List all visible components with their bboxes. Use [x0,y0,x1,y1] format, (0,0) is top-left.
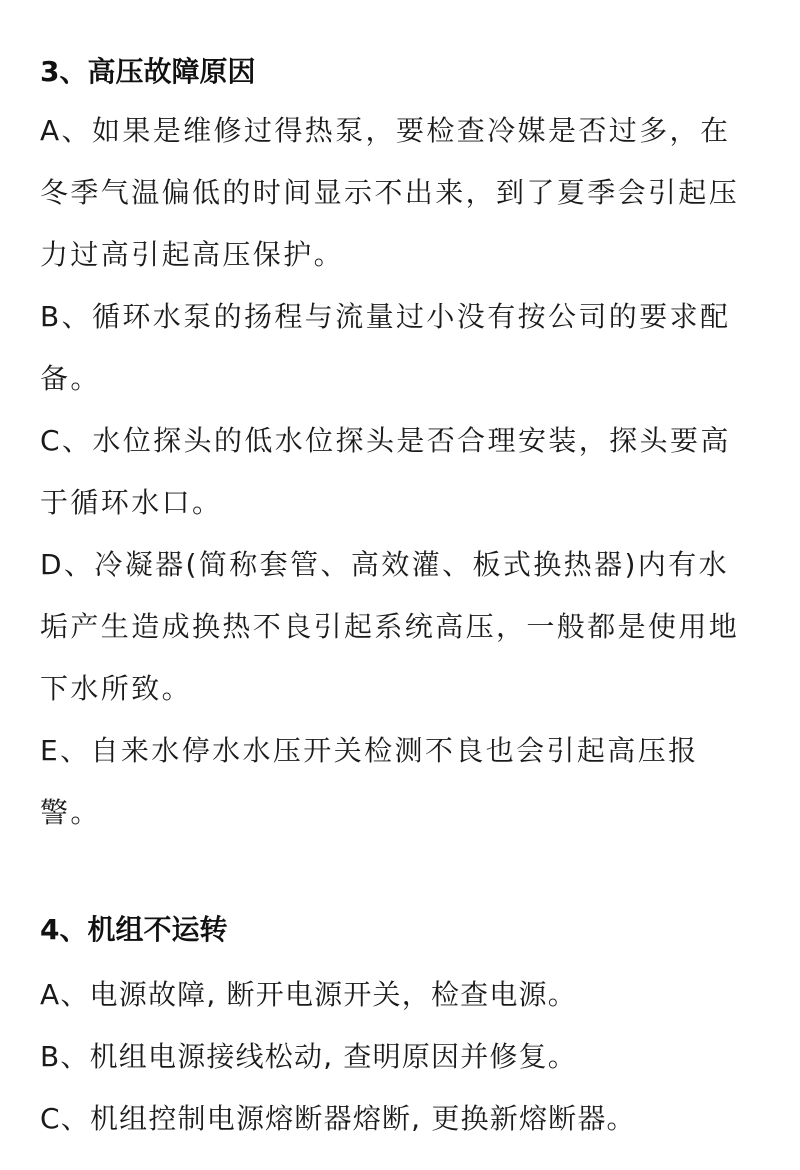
text-line: C、水位探头的低水位探头是否合理安装，探头要高 [40,424,731,457]
text-line: A、电源故障, 断开电源开关，检查电源。 [40,978,577,1011]
text-line: 警。 [40,796,101,829]
text-line: A、如果是维修过得热泵，要检查冷媒是否过多，在 [40,114,731,147]
text-line: 垢产生造成换热不良引起系统高压，一般都是使用地 [40,610,740,643]
section-3-item-b [40,286,760,410]
text-line: C、机组控制电源熔断器熔断, 更换新熔断器。 [40,1102,636,1135]
text-line: D、冷凝器(简称套管、高效灌、板式换热器)内有水 [40,548,730,581]
text-line: 下水所致。 [40,672,193,705]
section-4-item-c [40,1088,760,1150]
text-line: 冬季气温偏低的时间显示不出来，到了夏季会引起压 [40,176,740,209]
text-line: 力过高引起高压保护。 [40,238,345,271]
text-line: 备。 [40,362,101,395]
text-line: E、自来水停水水压开关检测不良也会引起高压报 [40,734,699,767]
text-line: 于循环水口。 [40,486,223,519]
section-3-title: 3、高压故障原因 [40,55,256,88]
section-4-item-a [40,964,760,1026]
text-line: B、循环水泵的扬程与流量过小没有按公司的要求配 [40,300,731,333]
section-3-item-c [40,410,760,534]
section-3-item-e [40,720,760,844]
section-4-title: 4、机组不运转 [40,913,228,946]
section-3-item-d [40,534,760,720]
section-4-item-b [40,1026,760,1088]
text-line: B、机组电源接线松动, 查明原因并修复。 [40,1040,578,1073]
section-3-item-a [40,100,760,286]
